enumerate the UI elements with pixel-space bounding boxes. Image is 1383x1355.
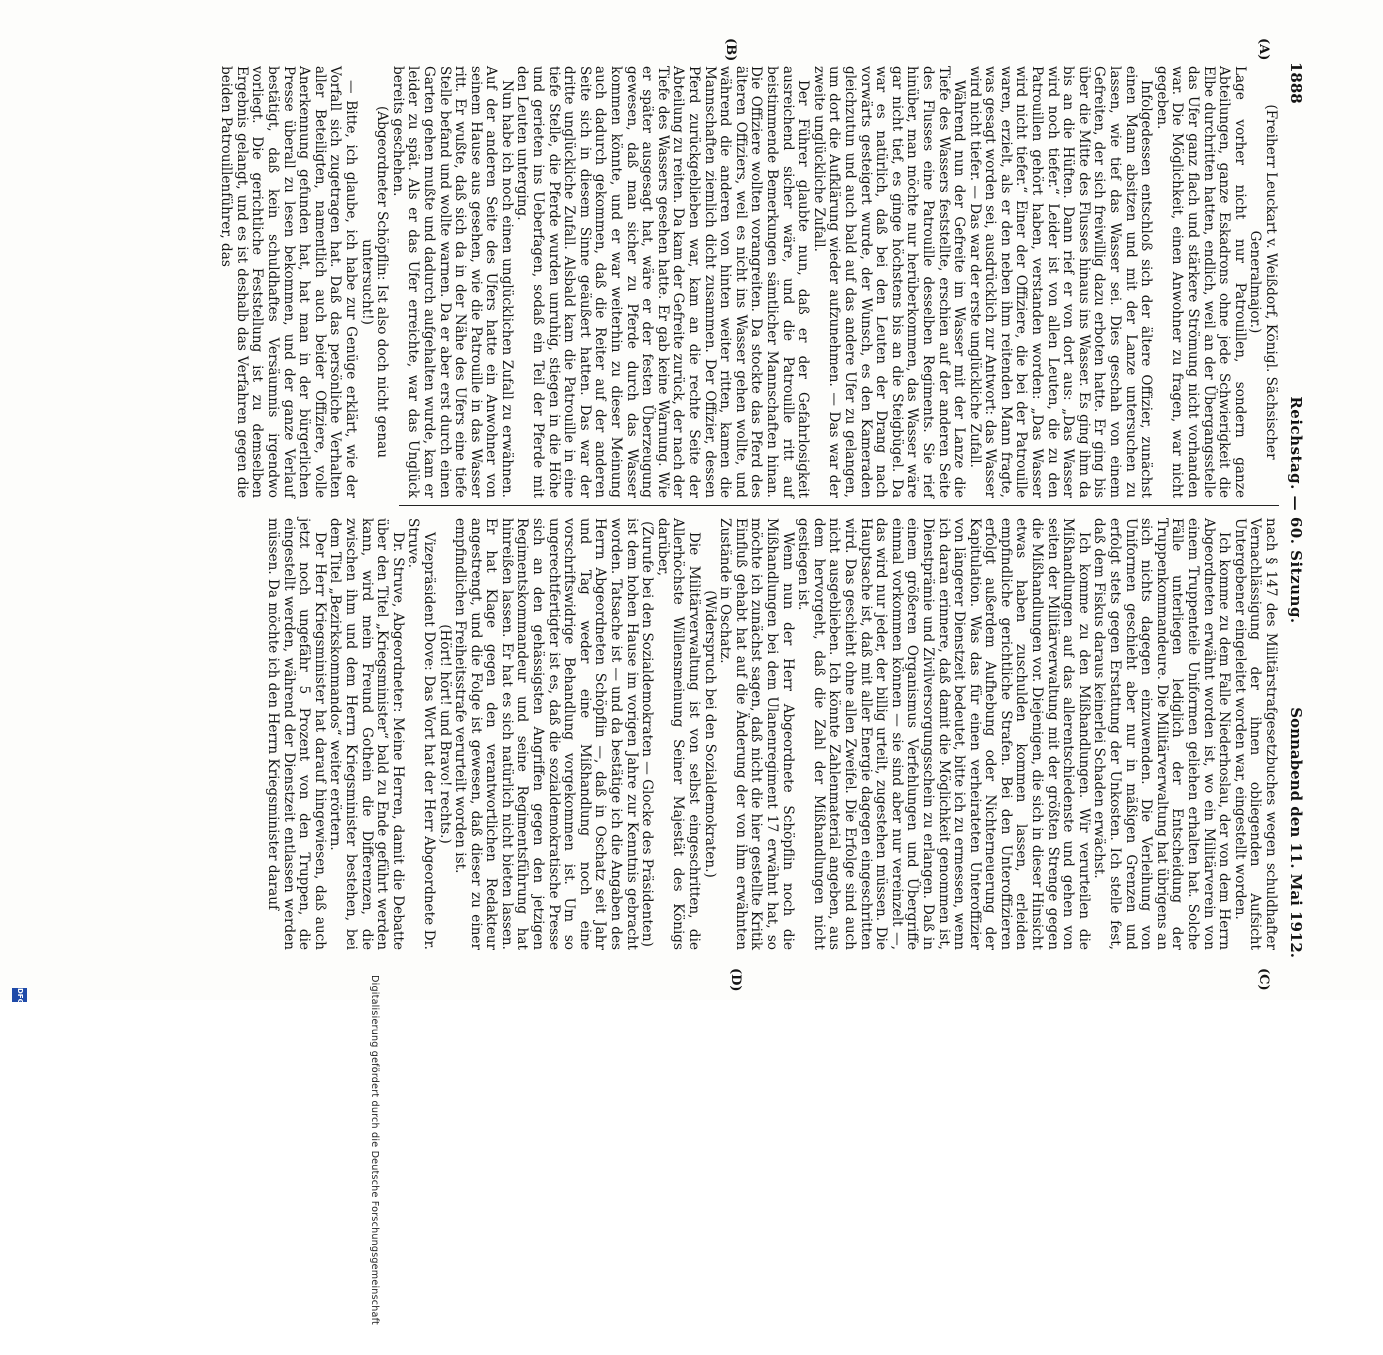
paragraph: Wenn nun der Herr Abgeordnete Schöpflin noch die Mißhandlungen bei dem Ulanenregiment 17 erwähnt hat, so möchte ich zunächst sagen, daß nicht die hier gestellte Kritik Einfluß gehabt hat auf die Änderung der von ihm erwähnten Zustände in Oschatz.	[717, 518, 796, 950]
paragraph: Lage vorher nicht nur Patrouillen, sondern ganze Abteilungen, ganze Eskadrons ohne jede Schwierigkeit die Elbe durchritten hatten, endlich, weil an der Übergangsstelle das Ufer ganz flach und stärkere Strömung nicht vorhanden war. Die Möglichkeit, einen Anwohner zu fragen, war nicht gegeben.	[1153, 66, 1248, 498]
paragraph: Infolgedessen entschloß sich der ältere Offizier, zunächst einen Mann absitzen und mit der Lanze untersuchen zu lassen, wie tief das Wasser sei. Dies geschah von einem Gefreiten, der sich freiwillig dazu erboten hatte. Er ging bis über die Mitte des Flusses hinaus ins Wasser. Es ging ihm da bis an die Hüften. Dann rief er von dort aus: „Das Wasser wird noch tiefer.“ Leider ist von allen Leuten, die zu den Patrouillen gehört haben, verstanden worden: „Das Wasser wird nicht tiefer.“ Einer der Offiziere, die bei der Patrouille waren, erzielt, als er den neben ihm reitenden Mann fragte, was gesagt worden sei, ausdrücklich zur Antwort: das Wasser wird nicht tiefer. — Das war der erste unglückliche Zufall.	[966, 66, 1155, 498]
digitization-credit: Digitalisierung gefördert durch die Deutsche Forschungsgemeinschaft	[369, 975, 380, 1325]
margin-mark-c: (C)	[1256, 968, 1271, 991]
left-text-column	[218, 66, 1278, 498]
paragraph: — Bitte, ich glaube, ich habe zur Genüge erklärt, wie der Vorfall sich zugetragen hat. Daß das persönliche Verhalten aller Beteiligten, namentlich auch beider Offiziere, volle Anerkennung gefunden hat, hat man in der bürgerlichen Presse überall zu lesen bekommen, und der ganze Verlauf bestätigt, daß kein schuldhaftes Versäumnis irgendwo vorliegt. Die gerichtliche Feststellung ist zu demselben Ergebnis gelangt, und es ist deshalb das Verfahren gegen die beiden Patrouillenführer, das	[218, 66, 359, 498]
paragraph: ist dem hohen Hause im vorigen Jahre zur Kenntnis gebracht worden. Tatsache ist — und da bestätige ich die Angaben des Herrn Abgeordneten Schöpflin —, daß in Oschatz seit Jahr und Tag weder eine Mißhandlung noch eine vorschriftswidrige Behandlung vorgekommen ist. Um so ungerechtfertigter ist es, daß die sozialdemokratische Presse sich an den gehässigsten Angriffen gegen den jetzigen Regimentskommandeur und seine Regimentsführung hat hinreißen lassen. Er hat es sich natürlich nicht bieten lassen. Er hat Klage gegen den verantwortlichen Redakteur angestrengt, und die Folge ist gewesen, daß dieser zu einer empfindlichen Freiheitsstrafe verurteilt worden ist.	[452, 518, 640, 950]
paragraph: Ich komme zu den Mißhandlungen. Wir verurteilen die Mißhandlungen auf das allerentschiedenste und gehen von seiten der Militärverwaltung mit der größten Strenge gegen die Mißhandlungen vor. Diejenigen, die sich in dieser Hinsicht etwas haben zuschulden kommen lassen, erleiden empfindliche gerichtliche Strafen. Bei den Unteroffizieren erfolgt außerdem Aufhebung oder Nichterneuerung der Kapitulation. Was das für einen verheirateten Unteroffizier von längerer Dienstzeit bedeutet, bitte ich zu ermessen, wenn ich daran erinnere, daß damit die Möglichkeit genommen ist, Dienstprämie und Zivilversorgungsschein zu erlangen. Daß in einem größeren Organismus Verfehlungen und Übergriffe einmal vorkommen können — sie sind aber nur vereinzelt —, das wird nur jeder, der billig urteilt, zugestehen müssen. Die Hauptsache ist, daß mit aller Energie dagegen eingeschritten wird. Das geschieht ohne allen Zweifel. Die Erfolge sind auch nicht ausgeblieben. Ich könnte Zahlenmaterial angeben, aus dem hervorgeht, daß die Zahl der Mißhandlungen nicht gestiegen ist.	[795, 518, 1092, 950]
page-header	[1281, 62, 1305, 958]
paragraph: Ich komme zu dem Falle Niederhoslau, der von dem Herrn Abgeordneten erwähnt worden ist, wo ein Militärverein von einem Truppenteile Uniformen geliehen erhalten hat. Solche Fälle unterliegen lediglich der Entscheidung der Truppenkommandeure. Die Militärverwaltung hat übrigens an sich nichts dagegen einzuwenden. Die Verleihung von Uniformen geschieht aber nur in mäßigen Grenzen und erfolgt stets gegen Erstattung der Unkosten. Ich stelle fest, daß dem Fiskus daraus keinerlei Schaden erwächst.	[1091, 518, 1233, 950]
interjection: (Widerspruch bei den Sozialdemokraten.)	[701, 590, 718, 878]
speaker-tag: (Freiherr Leuckart v. Weißdorf, Königl. Sächsischer Generalmajor.)	[1247, 104, 1279, 460]
paragraph: Vizepräsident Dove: Das Wort hat der Herr Abgeordnete Dr. Struve.	[405, 518, 437, 950]
dfg-logo: DFG	[12, 988, 27, 1002]
paragraph: nach § 147 des Militärstrafgesetzbuches wegen schuldhafter Vernachlässigung der ihnen obliegenden Aufsicht Untergebener eingeleitet worden war, eingestellt worden.	[1231, 518, 1279, 950]
interjection: (Abgeordneter Schöpflin: Ist also doch nicht genau untersucht!)	[358, 106, 391, 458]
running-title: Reichstag. — 60. Sitzung.	[1287, 396, 1305, 624]
margin-mark-d: (D)	[728, 968, 743, 992]
margin-mark-b: (B)	[723, 38, 738, 62]
paragraph: Die Militärverwaltung ist von selbst eingeschritten, die Allerhöchste Willensmeinung Seiner Majestät des Königs darüber,	[654, 518, 703, 950]
column-divider	[399, 505, 1279, 506]
paragraph: Der Herr Kriegsminister hat darauf hingewiesen, daß auch jetzt noch ungefähr 5 Prozent von den Truppen, die eingestellt werden, während der Dienstzeit entlassen werden müssen. Da möchte ich den Herrn Kriegsminister darauf	[265, 518, 328, 950]
paragraph: Dr. Struve, Abgeordneter: Meine Herren, damit die Debatte über den Titel „Kriegsminister“ bald zu Ende geführt werden kann, wird mein Freund Gothein die Differenzen, die zwischen ihm und dem Herrn Kriegsminister bestehen, bei dem Titel „Bezirkskommandos“ weiter erörtern.	[327, 518, 406, 950]
interjection: (Zurufe bei den Sozialdemokraten — Glocke des Präsidenten)	[639, 521, 656, 947]
right-text-column	[264, 518, 1278, 950]
paragraph: Der Führer glaubte nun, daß er der Gefahrlosigkeit ausreichend sicher wäre, und die Patrouille ritt auf beistimmende Bemerkungen sämtlicher Mannschaften hinan. Die Offiziere wollten vorangreiten. Da stockte das Pferd des älteren Offiziers, weil es nicht ins Wasser gehen wollte, und während die anderen von hinten weiter ritten, kamen die Mannschaften ziemlich dicht zusammen. Der Offizier, dessen Pferd zurückgeblieben war, kam an die rechte Seite der Abteilung zu reiten. Da kam der Gefreite zurück, der nach der Tiefe des Wassers gesehen hatte. Er gab keine Warnung. Wie er später ausgesagt hat, wäre er der festen Überzeugung gewesen, daß man sicher zu Pferde durch das Wasser kommen könnte, und er war weiterhin zu dieser Meinung auch dadurch gekommen, daß die Reiter auf der anderen Seite sich in diesem Sinne geäußert hatten. Das war der dritte unglückliche Zufall. Alsbald kam die Patrouille in eine tiefe Stelle, die Pferde wurden unruhig, stiegen in die Höhe und gerieten ins Ueberfagen, sodaß ein Teil der Pferde mit den Leuten unterging.	[514, 66, 812, 498]
session-date: Sonnabend den 11. Mai 1912.	[1287, 707, 1305, 958]
margin-mark-a: (A)	[1256, 38, 1271, 61]
paragraph: Während nun der Gefreite im Wasser mit der Lanze die Tiefe des Wassers feststellte, erschien auf der anderen Seite des Flusses eine Patrouille desselben Regiments. Sie rief hinüber, man möchte nur herüberkommen, das Wasser wäre gar nicht tief, es ginge höchstens bis an die Steigbügel. Da war es natürlich, daß bei den Leuten der Drang nach vorwärts gesteigert wurde, der Wunsch, es den Kameraden gleichzutun und auch bald auf das andere Ufer zu gelangen, um dort die Aufklärung wieder aufzunehmen. — Das war der zweite unglückliche Zufall.	[810, 66, 968, 498]
paragraph: Nun habe ich noch einen unglücklichen Zufall zu erwähnen. Auf der anderen Seite des Ufers hatte ein Anwohner von seinem Hause aus gesehen, wie die Patrouille in das Wasser ritt. Er wußte, daß sich da in der Nähe des Ufers eine tiefe Stelle befand und wollte warnen. Da er aber erst durch einen Garten gehen mußte und dadurch aufgehalten wurde, kam er leider zu spät. Als er das Ufer erreichte, war das Unglück bereits geschehen.	[389, 66, 515, 498]
interjection: (Hört! hört! und Bravo! rechts.)	[436, 624, 453, 844]
page-number: 1888	[1287, 62, 1305, 104]
